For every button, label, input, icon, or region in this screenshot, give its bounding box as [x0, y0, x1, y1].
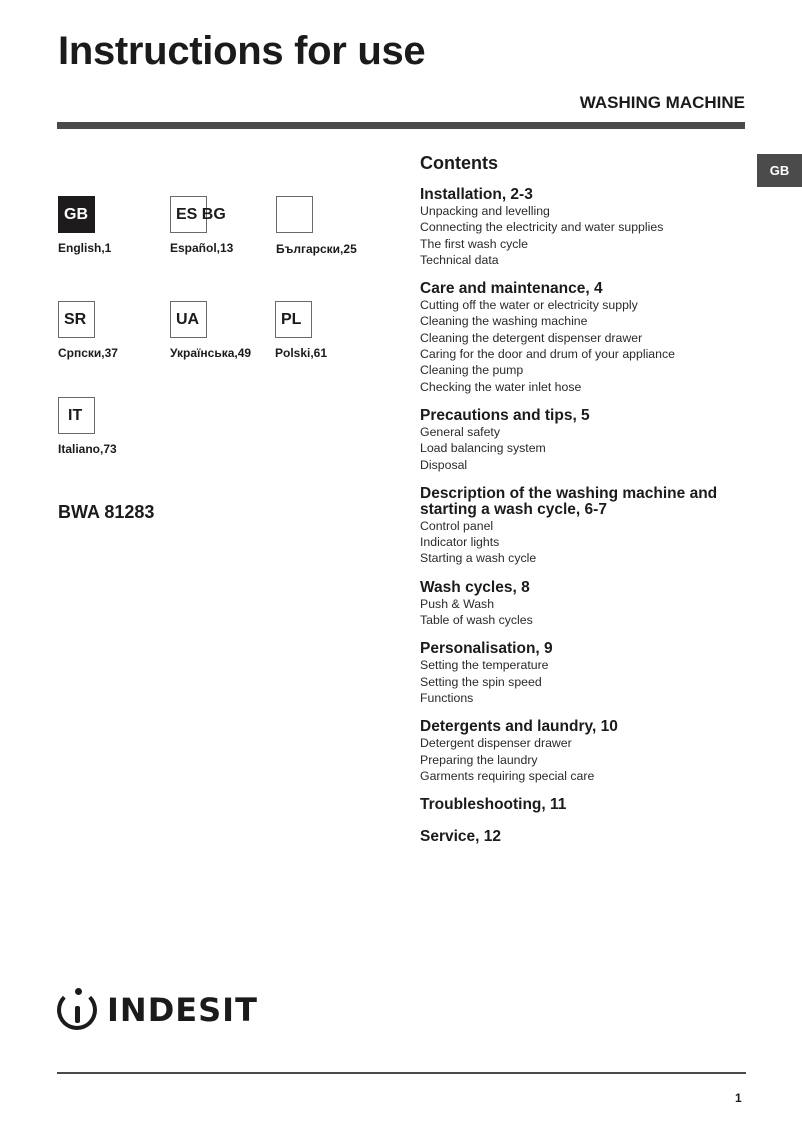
toc-item[interactable]: Setting the spin speed: [420, 674, 542, 689]
page-title: Instructions for use: [58, 29, 426, 73]
toc-item[interactable]: Unpacking and levelling: [420, 204, 550, 218]
toc-item[interactable]: Cleaning the washing machine: [420, 314, 588, 329]
toc-section-title[interactable]: Precautions and tips, 5: [420, 406, 590, 424]
toc-section-title[interactable]: Service, 12: [420, 828, 502, 846]
toc-section-title[interactable]: Personalisation, 9: [420, 640, 553, 658]
language-sr[interactable]: [58, 301, 118, 360]
toc-item[interactable]: Disposal: [420, 457, 468, 472]
logo-stem: [75, 1006, 80, 1023]
toc-section-installation: [420, 187, 750, 268]
language-label: Српски,37: [58, 346, 118, 360]
logo-dot: [75, 988, 82, 995]
language-code-box: SR: [58, 301, 95, 338]
toc-section-care: [420, 281, 750, 395]
language-label: Italiano,73: [58, 442, 117, 456]
toc-item[interactable]: Push & Wash: [420, 596, 495, 611]
toc-section-title[interactable]: Installation, 2-3: [420, 186, 533, 203]
toc-section-title[interactable]: Description of the washing machine and starting a wash cycle, 6-7: [420, 484, 718, 518]
toc-item[interactable]: Setting the temperature: [420, 658, 549, 673]
toc-section-troubleshooting: [420, 797, 750, 813]
toc-item[interactable]: General safety: [420, 424, 500, 439]
language-code-box: GB: [58, 196, 95, 233]
toc-item[interactable]: Checking the water inlet hose: [420, 379, 582, 394]
language-code-box: UA: [170, 301, 207, 338]
toc-item[interactable]: Technical data: [420, 252, 499, 267]
toc-section-detergents: [420, 719, 750, 784]
language-code-box: [276, 196, 313, 233]
language-label: Polski,61: [275, 346, 328, 360]
toc-item[interactable]: Caring for the door and drum of your appliance: [420, 347, 675, 362]
toc-item[interactable]: Cleaning the detergent dispenser drawer: [420, 330, 643, 345]
language-label: Українська,49: [170, 346, 252, 360]
table-of-contents: [420, 152, 750, 858]
toc-section-personalisation: [420, 641, 750, 706]
toc-section-precautions: [420, 408, 750, 473]
language-es-bg[interactable]: [170, 196, 233, 255]
footer-divider: [57, 1072, 746, 1074]
language-bg[interactable]: [276, 196, 357, 256]
contents-heading: Contents: [420, 153, 498, 173]
toc-item[interactable]: The first wash cycle: [420, 236, 528, 251]
toc-item[interactable]: Cleaning the pump: [420, 363, 524, 378]
toc-section-title[interactable]: Care and maintenance, 4: [420, 280, 603, 298]
toc-section-wash-cycles: [420, 580, 750, 629]
header-divider: [57, 122, 745, 129]
language-pl[interactable]: [275, 301, 327, 360]
toc-section-description: [420, 486, 750, 567]
language-label: Български,25: [276, 242, 357, 256]
toc-item[interactable]: Functions: [420, 690, 474, 705]
toc-section-service: [420, 829, 750, 845]
language-code-box: PL: [275, 301, 312, 338]
language-code-box: IT: [58, 397, 95, 434]
language-label: English,1: [58, 241, 112, 255]
toc-item[interactable]: Starting a wash cycle: [420, 551, 537, 566]
toc-item[interactable]: Detergent dispenser drawer: [420, 736, 572, 751]
page-number: 1: [735, 1091, 742, 1105]
indesit-i-logo-icon: [57, 990, 97, 1030]
toc-section-title[interactable]: Wash cycles, 8: [420, 578, 530, 596]
language-ua[interactable]: [170, 301, 251, 360]
language-gb[interactable]: [58, 196, 111, 255]
toc-item[interactable]: Table of wash cycles: [420, 613, 533, 628]
toc-item[interactable]: Garments requiring special care: [420, 768, 595, 783]
brand-name: INDESIT: [107, 991, 258, 1029]
toc-section-title[interactable]: Detergents and laundry, 10: [420, 718, 618, 736]
product-type: WASHING MACHINE: [579, 93, 745, 112]
indesit-logo: [57, 990, 258, 1030]
toc-item[interactable]: Connecting the electricity and water supplies: [420, 220, 664, 235]
language-it[interactable]: [58, 397, 117, 456]
toc-item[interactable]: Load balancing system: [420, 441, 546, 456]
language-code-box: ES BG: [170, 196, 207, 233]
toc-item[interactable]: Preparing the laundry: [420, 752, 538, 767]
toc-item[interactable]: Indicator lights: [420, 535, 500, 550]
toc-item[interactable]: Cutting off the water or electricity supply: [420, 298, 638, 313]
language-label: Español,13: [170, 241, 234, 255]
toc-section-title[interactable]: Troubleshooting, 11: [420, 796, 567, 814]
model-number: BWA 81283: [58, 502, 155, 522]
language-side-tab: GB: [757, 154, 802, 187]
toc-item[interactable]: Control panel: [420, 518, 494, 533]
